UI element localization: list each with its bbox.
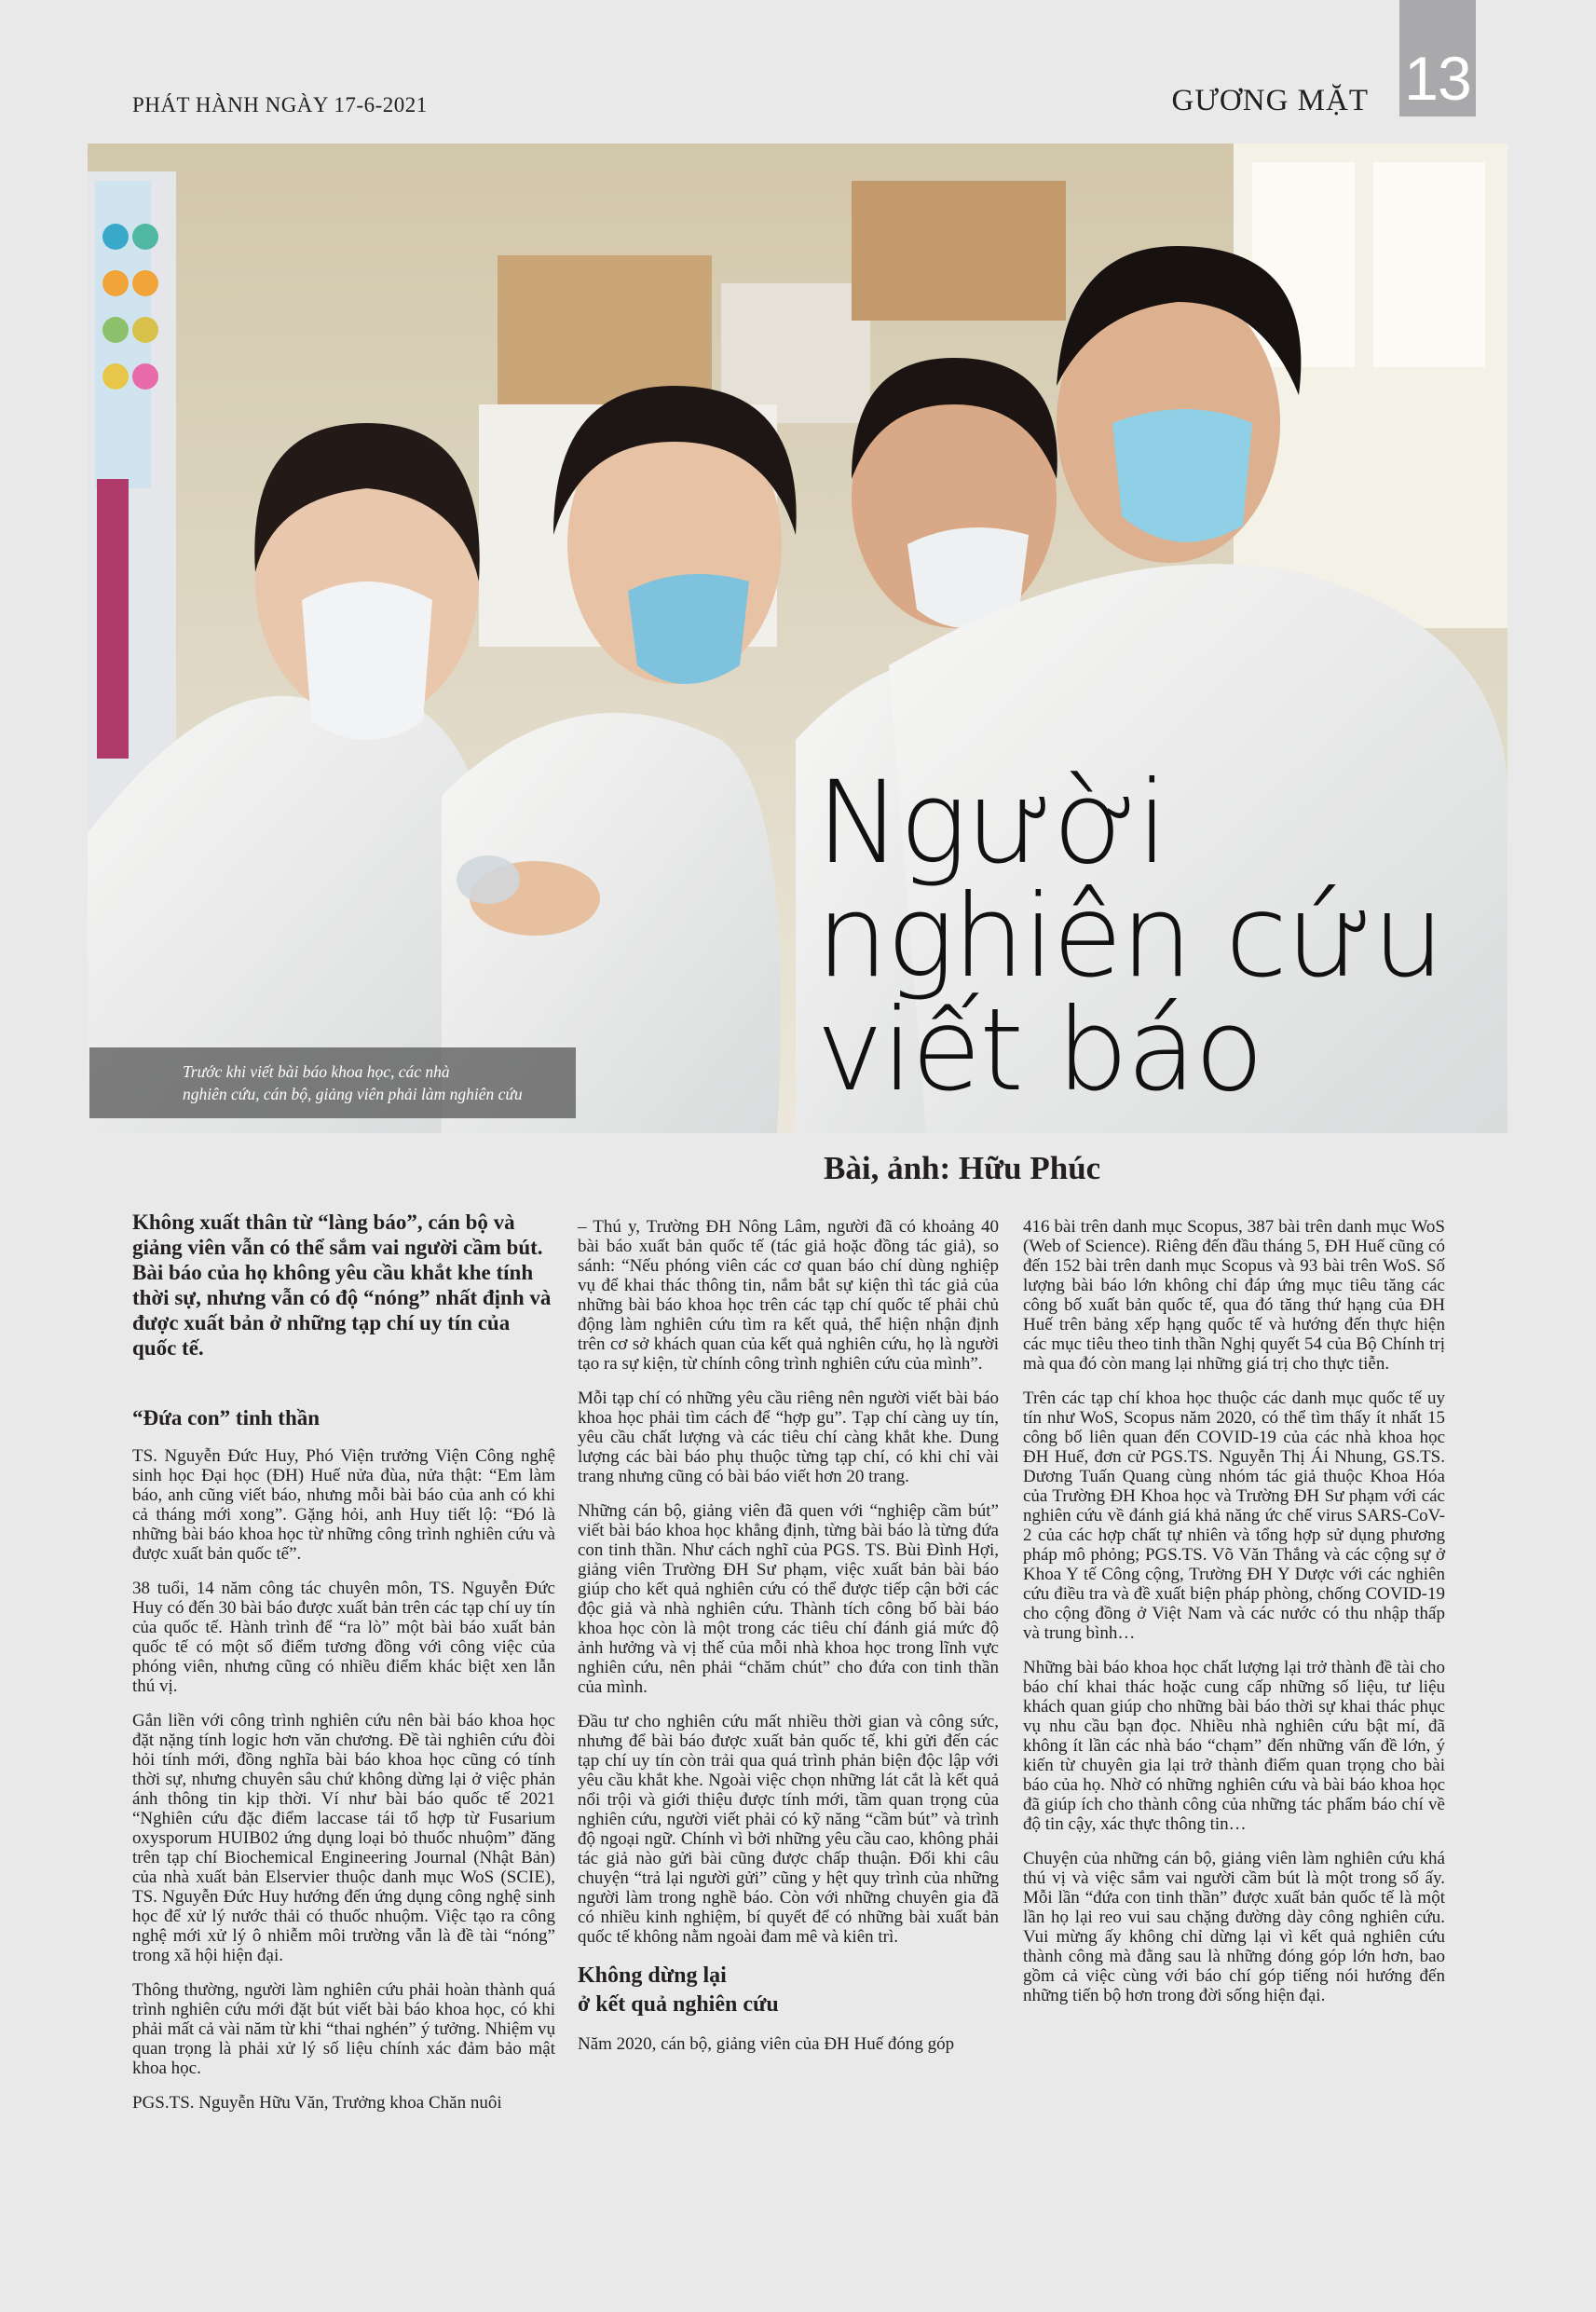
body-paragraph: 38 tuổi, 14 năm công tác chuyên môn, TS. Nguyễn Đức Huy có đến 30 bài báo được xuất bản trên các tạp chí uy tín của quốc tế. Hành trình để “ra lò” một bài báo xuất bản quốc tế có một số điểm tương đồng với công việc của phóng viên, nhưng cũng có nhiều điểm khác biệt xen lẫn thú vị. <box>132 1579 555 1696</box>
body-paragraph: 416 bài trên danh mục Scopus, 387 bài trên danh mục WoS (Web of Science). Riêng đến đầu tháng 5, ĐH Huế cũng có đến 152 bài trên danh mục Scopus và 93 bài trên WoS. Số lượng bài báo lớn không chỉ đáp ứng mục tiêu tăng các công bố xuất bản quốc tế, qua đó tăng thứ hạng của ĐH Huế trên bảng xếp hạng quốc tế và hướng đến thực hiện các mục tiêu theo tinh thần Nghị quyết 54 của Bộ Chính trị mà qua đó còn mang lại những giá trị cho thực tiễn. <box>1023 1217 1445 1374</box>
body-paragraph: – Thú y, Trường ĐH Nông Lâm, người đã có khoảng 40 bài báo xuất bản quốc tế (tác giả hoặc đồng tác giả), so sánh: “Nếu phóng viên các cơ quan báo chí dùng nghiệp vụ để khai thác thông tin, nắm bắt sự kiện thì tác giả của những bài báo khoa học trên các tạp chí quốc tế phải chủ động làm nghiên cứu tìm ra kết quả, thể hiện nhận định trên cơ sở khách quan của kết quả nghiên cứu, họ là người tạo ra sự kiện, từ chính công trình nghiên cứu của mình”. <box>578 1217 999 1374</box>
title-line-2: nghiên cứu <box>816 870 1443 1003</box>
body-paragraph: TS. Nguyễn Đức Huy, Phó Viện trưởng Viện Công nghệ sinh học Đại học (ĐH) Huế nửa đùa, nửa thật: “Em làm báo, anh cũng viết báo, nhưng mỗi bài báo của anh có khi cả tháng mới xong”. Gặng hỏi, anh Huy tiết lộ: “Đó là những bài báo khoa học từ những công trình nghiên cứu và được xuất bản quốc tế”. <box>132 1446 555 1564</box>
photo-caption-line-1: Trước khi viết bài báo khoa học, các nhà <box>183 1062 450 1081</box>
title-line-3: viết báo <box>816 984 1262 1116</box>
section-heading-2-line-1: Không dừng lại <box>578 1963 727 1988</box>
section-heading-2-line-2: ở kết quả nghiên cứu <box>578 1992 779 2017</box>
section-heading-2 <box>578 1962 999 2019</box>
body-paragraph: Những bài báo khoa học chất lượng lại trở thành đề tài cho báo chí khai thác hoặc cung cấp những số liệu, tư liệu khách quan giúp cho những bài báo thời sự khai thác phục vụ nhu cầu bạn đọc. Nhiều nhà nghiên cứu bật mí, đã không ít lần các nhà báo “chạm” đến những vấn đề lớn, ý kiến từ chuyên gia lại trở thành điểm quan trọng cho bài báo của họ. Nhờ có những nghiên cứu và bài báo khoa học đã giúp ích cho thành công của những tác phẩm báo chí về độ tin cậy, xác thực thông tin… <box>1023 1658 1445 1834</box>
article-title <box>816 757 1443 1116</box>
page-number: 13 <box>1404 44 1471 113</box>
issue-date: PHÁT HÀNH NGÀY 17-6-2021 <box>132 93 428 116</box>
body-paragraph: Những cán bộ, giảng viên đã quen với “nghiệp cầm bút” viết bài báo khoa học khẳng định, từng bài báo là từng đứa con tinh thần. Như cách nghĩ của PGS. TS. Bùi Đình Hợi, giảng viên Trường ĐH Sư phạm, việc xuất bản bài báo giúp cho kết quả nghiên cứu có thể được tiếp cận bởi các độc giả và nhà nghiên cứu. Thành tích công bố bài báo khoa học còn là một trong các tiêu chí đánh giá mức độ ảnh hưởng và vị thế của mỗi nhà khoa học trong lĩnh vực nghiên cứu, nên phải “chăm chút” cho đứa con tinh thần của mình. <box>578 1501 999 1697</box>
title-line-1: Người <box>816 757 1166 889</box>
body-paragraph: Gắn liền với công trình nghiên cứu nên bài báo khoa học đặt nặng tính logic hơn văn chương. Đề tài nghiên cứu đòi hỏi tính mới, đồng nghĩa bài báo khoa học cũng có tính thời sự, nhưng chuyên sâu chứ không dừng lại ở việc phản ánh thông tin kịp thời. Ví như bài báo quốc tế 2021 “Nghiên cứu đặc điểm laccase tái tổ hợp từ Fusarium oxysporum HUIB02 ứng dụng loại bỏ thuốc nhuộm” đăng trên tạp chí Biochemical Engineering Journal (Nhật Bản) của nhà xuất bản Elservier thuộc danh mục WoS (SCIE), TS. Nguyễn Đức Huy hướng đến ứng dụng công nghệ sinh học để xử lý nước thải có thuốc nhuộm. Việc tạo ra công nghệ mới xử lý ô nhiễm môi trường vẫn là đề tài “nóng” trong xã hội hiện đại. <box>132 1711 555 1965</box>
body-paragraph: Thông thường, người làm nghiên cứu phải hoàn thành quá trình nghiên cứu mới đặt bút viết bài báo khoa học, có khi phải mất cả vài năm từ khi “thai nghén” ý tưởng. Nhiệm vụ quan trọng là phải xử lý số liệu chính xác đảm bảo mật khoa học. <box>132 1980 555 2078</box>
lead-paragraph: Không xuất thân từ “làng báo”, cán bộ và giảng viên vẫn có thể sắm vai người cầm bút. Bài báo của họ không yêu cầu khắt khe tính thời sự, nhưng vẫn có độ “nóng” nhất định và được xuất bản ở những tạp chí uy tín của quốc tế. <box>132 1211 552 1360</box>
body-paragraph: Năm 2020, cán bộ, giảng viên của ĐH Huế đóng góp <box>578 2034 955 2054</box>
article-column-2 <box>578 1217 999 2069</box>
section-heading-1: “Đứa con” tinh thần <box>132 1406 321 1430</box>
body-paragraph: Chuyện của những cán bộ, giảng viên làm nghiên cứu khá thú vị và việc sắm vai người cầm bút là một trong số ấy. Mỗi lần “đứa con tinh thần” được xuất bản quốc tế là một lần họ lại reo vui sau chặng đường dày công nghiên cứu. Vui mừng ấy không chỉ dừng lại vì kết quả nghiên cứu thành công mà đằng sau là những đóng góp lớn hơn, bao gồm cả việc cùng với báo chí góp tiếng nói hướng đến những tiến bộ hơn trong đời sống hiện đại. <box>1023 1849 1445 2005</box>
page-number-tab <box>1399 0 1476 116</box>
body-paragraph: Mỗi tạp chí có những yêu cầu riêng nên người viết bài báo khoa học phải tìm cách để “hợp gu”. Tạp chí càng uy tín, yêu cầu chất lượng và các tiêu chí càng khắt khe. Dung lượng các bài báo phụ thuộc từng tạp chí, có khi chỉ vài trang nhưng cũng có bài báo viết hơn 20 trang. <box>578 1389 999 1486</box>
byline: Bài, ảnh: Hữu Phúc <box>824 1150 1101 1186</box>
article-column-1 <box>132 1210 555 2127</box>
body-paragraph: Trên các tạp chí khoa học thuộc các danh mục quốc tế uy tín như WoS, Scopus năm 2020, có thể tìm thấy ít nhất 15 công bố liên quan đến COVID-19 của các nhà khoa học ĐH Huế, đơn cử PGS.TS. Nguyễn Thị Ái Nhung, GS.TS. Dương Tuấn Quang cùng nhóm tác giả thuộc Khoa Hóa của Trường ĐH Khoa học và Trường ĐH Sư phạm với các nghiên cứu về đánh giá khả năng ức chế virus SARS-CoV-2 của các hợp chất tự nhiên và tổng hợp sử dụng phương pháp mô phỏng; PGS.TS. Võ Văn Thắng và các cộng sự ở Khoa Y tế Công cộng, Trường ĐH Y Dược với các nghiên cứu điều tra và đề xuất biện pháp phòng, chống COVID-19 cho cộng đồng ở Việt Nam và các nước có thu nhập thấp và trung bình… <box>1023 1389 1445 1643</box>
photo-caption-line-2: nghiên cứu, cán bộ, giảng viên phải làm nghiên cứu <box>183 1085 523 1103</box>
article-column-3 <box>1023 1217 1445 2020</box>
section-name: GƯƠNG MẶT <box>1171 84 1369 117</box>
body-paragraph: PGS.TS. Nguyễn Hữu Văn, Trưởng khoa Chăn nuôi <box>132 2093 502 2113</box>
photo-caption-box <box>89 1047 576 1118</box>
body-paragraph: Đầu tư cho nghiên cứu mất nhiều thời gian và công sức, nhưng để bài báo được xuất bản quốc tế, khi gửi đến các tạp chí uy tín còn trải qua quá trình phản biện độc lập với yêu cầu khắt khe. Ngoài việc chọn những lát cắt là kết quả nổi trội và giới thiệu được tính mới, tầm quan trọng của nghiên cứu, người viết phải có kỹ năng “cầm bút” và trình độ ngoại ngữ. Chính vì bởi những yêu cầu cao, không phải tác giả nào gửi bài cũng được chấp thuận. Đối khi câu chuyện “trả lại người gửi” cũng y hệt quy trình của những người làm trong nghề báo. Còn với những chuyên gia đã có nhiều kinh nghiệm, bí quyết để có những bài xuất bản quốc tế không nằm ngoài đam mê và kiên trì. <box>578 1712 999 1947</box>
